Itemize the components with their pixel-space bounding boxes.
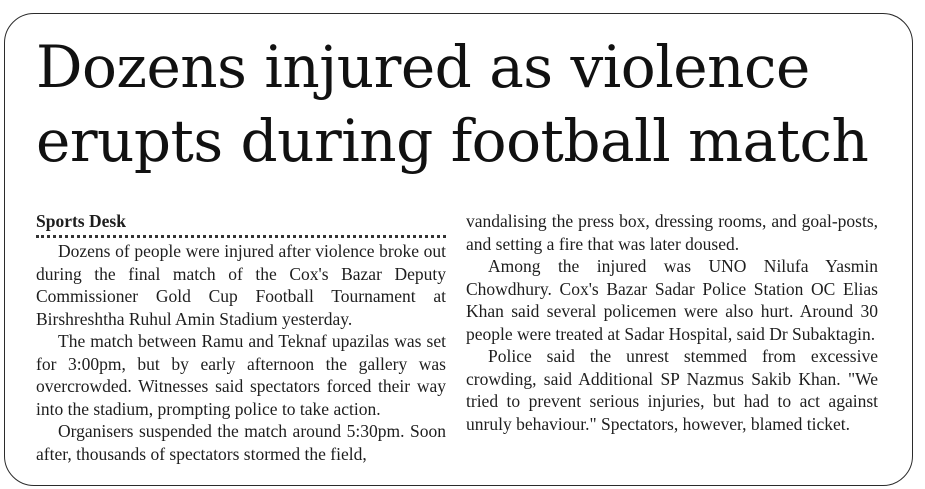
paragraph: Organisers suspended the match around 5:30pm. Soon after, thousands of spectators stormed the field, xyxy=(36,421,446,464)
paragraph: The match between Ramu and Teknaf upazilas was set for 3:00pm, but by early afternoon the gallery was overcrowded. Witnesses said spectators forced their way into the stadium, prompting police to take action. xyxy=(36,331,446,419)
byline: Sports Desk xyxy=(36,210,446,238)
paragraph-continuation: vandalising the press box, dressing rooms, and goal-posts, and setting a fire that was later doused. xyxy=(466,211,878,254)
paragraph: Dozens of people were injured after violence broke out during the final match of the Cox's Bazar Deputy Commissioner Gold Cup Football Tournament at Birshreshtha Ruhul Amin Stadium yesterday. xyxy=(36,241,446,329)
article-column-right xyxy=(466,210,878,435)
article-column-left xyxy=(36,210,446,465)
headline: Dozens injured as violence erupts during football match xyxy=(36,33,869,175)
paragraph: Among the injured was UNO Nilufa Yasmin Chowdhury. Cox's Bazar Sadar Police Station OC Elias Khan said several policemen were also hurt. Around 30 people were treated at Sadar Hospital, said Dr Subaktagin. xyxy=(466,256,878,344)
paragraph: Police said the unrest stemmed from excessive crowding, said Additional SP Nazmus Sakib Khan. "We tried to prevent serious injuries, but had to act against unruly behaviour." Spectators, however, blamed ticket. xyxy=(466,346,878,434)
